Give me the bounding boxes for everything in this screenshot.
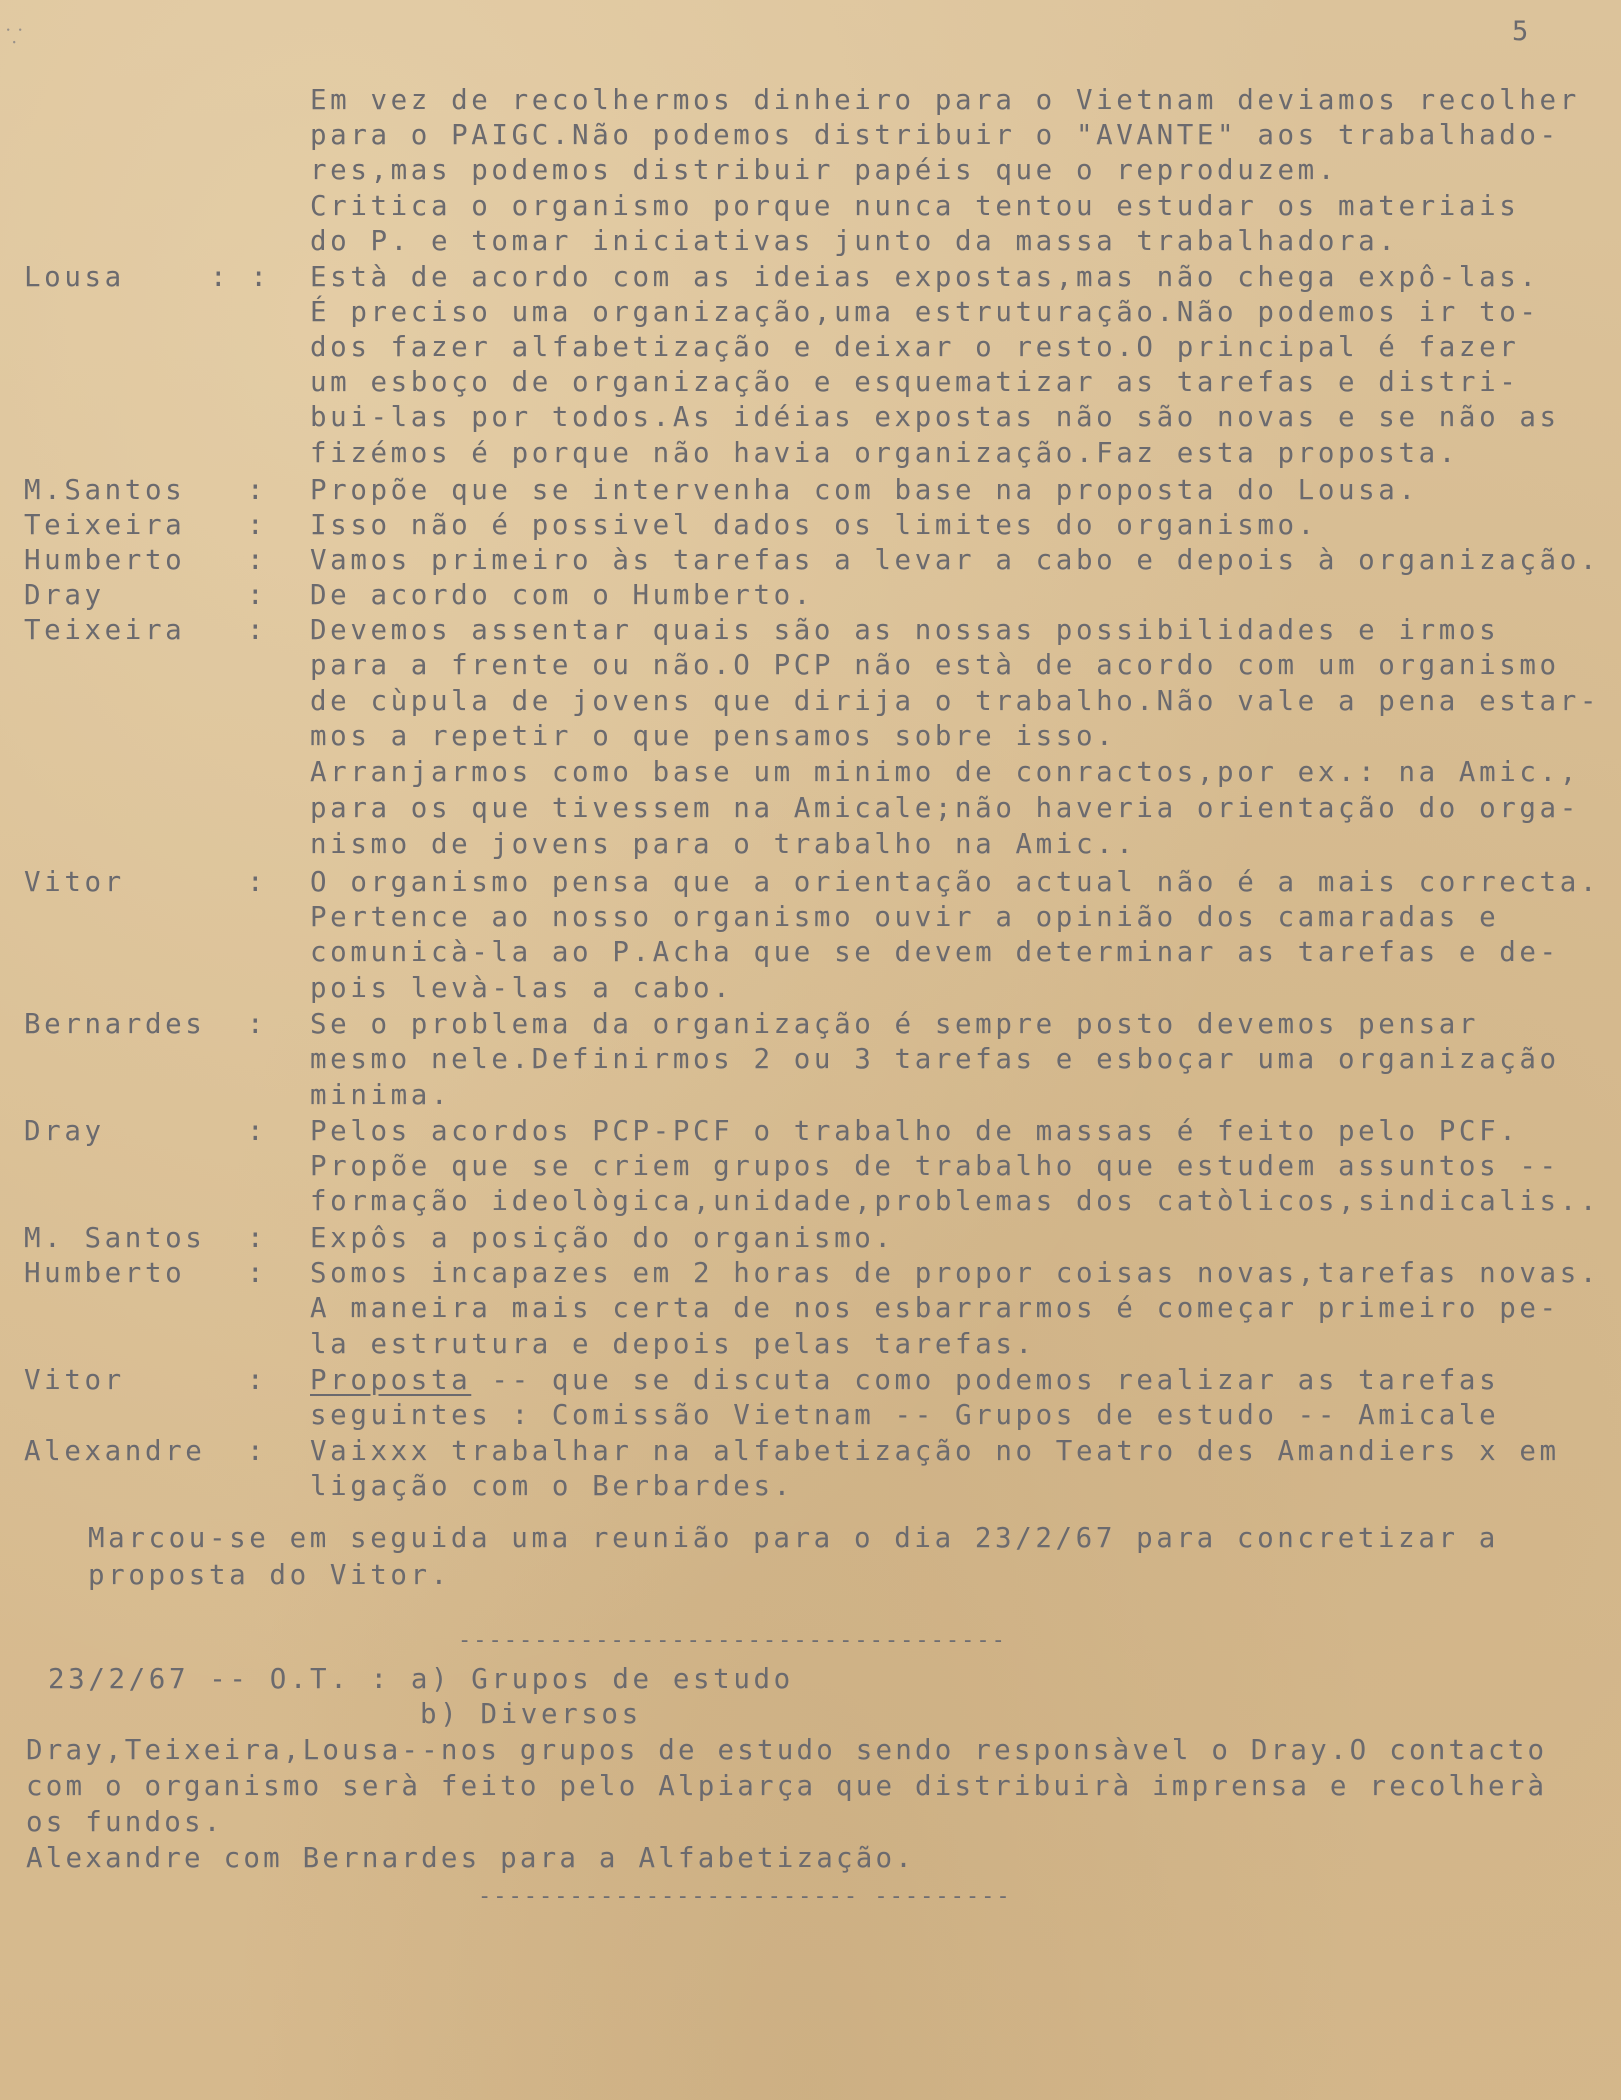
statement-line: Vaixxx trabalhar na alfabetização no Teatro des Amandiers x em bbox=[310, 1435, 1560, 1467]
ink-smudge: ⸪ bbox=[6, 24, 23, 48]
statement-line: Se o problema da organização é sempre posto devemos pensar bbox=[310, 1008, 1480, 1040]
intro-line: do P. e tomar iniciativas junto da massa trabalhadora. bbox=[310, 225, 1399, 257]
statement-line: pois levà-las a cabo. bbox=[310, 972, 734, 1004]
speaker-name: Alexandre bbox=[24, 1435, 206, 1467]
statement-line: De acordo com o Humberto. bbox=[310, 579, 814, 611]
speaker-name: Vitor bbox=[24, 1364, 125, 1396]
speaker-colon: : bbox=[247, 544, 268, 576]
speaker-name: Vitor bbox=[24, 866, 125, 898]
statement-line: ligação com o Berbardes. bbox=[310, 1470, 794, 1502]
closing-line: proposta do Vitor. bbox=[88, 1559, 451, 1591]
final-line: Alexandre com Bernardes para a Alfabetização. bbox=[26, 1842, 916, 1874]
proposal-rest-text: -- que se discuta como podemos realizar as tarefas bbox=[471, 1364, 1500, 1396]
statement-line: seguintes : Comissão Vietnam -- Grupos de estudo -- Amicale bbox=[310, 1399, 1500, 1431]
final-line: com o organismo serà feito pelo Alpiarça que distribuirà imprensa e recolherà bbox=[26, 1770, 1548, 1802]
speaker-colon: : bbox=[247, 1115, 268, 1147]
statement-line: Arranjarmos como base um minimo de conractos,por ex.: na Amic., bbox=[310, 756, 1580, 788]
statement-line: fizémos é porque não havia organização.Faz esta proposta. bbox=[310, 437, 1459, 469]
statement-line: A maneira mais certa de nos esbarrarmos é começar primeiro pe- bbox=[310, 1292, 1560, 1324]
speaker-name: Dray bbox=[24, 579, 105, 611]
speaker-name: Humberto bbox=[24, 1257, 186, 1289]
speaker-colon: : bbox=[247, 1257, 268, 1289]
speaker-colon: : bbox=[247, 1222, 268, 1254]
intro-line: Critica o organismo porque nunca tentou estudar os materiais bbox=[310, 190, 1520, 222]
statement-line: um esboço de organização e esquematizar as tarefas e distri- bbox=[310, 366, 1520, 398]
intro-line: res,mas podemos distribuir papéis que o reproduzem. bbox=[310, 154, 1338, 186]
intro-line: para o PAIGC.Não podemos distribuir o "AVANTE" aos trabalhado- bbox=[310, 119, 1560, 151]
statement-line: de cùpula de jovens que dirija o trabalho.Não vale a pena estar- bbox=[310, 685, 1601, 717]
statement-line: É preciso uma organização,uma estruturação.Não podemos ir to- bbox=[310, 296, 1540, 328]
speaker-colon: : bbox=[247, 474, 268, 506]
speaker-name: M.Santos bbox=[24, 474, 186, 506]
statement-line: Pertence ao nosso organismo ouvir a opinião dos camaradas e bbox=[310, 901, 1500, 933]
statement-line: Propõe que se intervenha com base na proposta do Lousa. bbox=[310, 474, 1419, 506]
statement-line: mos a repetir o que pensamos sobre isso. bbox=[310, 720, 1117, 752]
statement-line: minima. bbox=[310, 1079, 452, 1111]
speaker-colon: : bbox=[247, 1435, 268, 1467]
speaker-name: Humberto bbox=[24, 544, 186, 576]
speaker-name: Bernardes bbox=[24, 1008, 206, 1040]
speaker-colon: : bbox=[247, 614, 268, 646]
statement-line: bui-las por todos.As idéias expostas não são novas e se não as bbox=[310, 401, 1560, 433]
statement-line: Isso não é possivel dados os limites do organismo. bbox=[310, 509, 1318, 541]
speaker-colon: : bbox=[247, 579, 268, 611]
statement-line: para os que tivessem na Amicale;não haveria orientação do orga- bbox=[310, 792, 1580, 824]
statement-line: Expôs a posição do organismo. bbox=[310, 1222, 895, 1254]
statement-line: Propõe que se criem grupos de trabalho que estudem assuntos -- bbox=[310, 1150, 1560, 1182]
statement-line: Vamos primeiro às tarefas a levar a cabo e depois à organização. bbox=[310, 544, 1601, 576]
statement-line: Somos incapazes em 2 horas de propor coisas novas,tarefas novas. bbox=[310, 1257, 1601, 1289]
final-line: os fundos. bbox=[26, 1806, 224, 1838]
statement-line: dos fazer alfabetização e deixar o resto.O principal é fazer bbox=[310, 331, 1520, 363]
statement-line: la estrutura e depois pelas tarefas. bbox=[310, 1328, 1036, 1360]
statement-line: mesmo nele.Definirmos 2 ou 3 tarefas e esboçar uma organização bbox=[310, 1043, 1560, 1075]
separator-line: ------------------------------------ bbox=[458, 1628, 1007, 1653]
statement-line: O organismo pensa que a orientação actual não é a mais correcta. bbox=[310, 866, 1601, 898]
speaker-colon: : bbox=[247, 1364, 268, 1396]
speaker-name: Lousa bbox=[24, 261, 125, 293]
closing-line: Marcou-se em seguida uma reunião para o dia 23/2/67 para concretizar a bbox=[88, 1522, 1499, 1554]
intro-line: Em vez de recolhermos dinheiro para o Vietnam deviamos recolher bbox=[310, 84, 1580, 116]
speaker-colon: : bbox=[247, 866, 268, 898]
statement-line: para a frente ou não.O PCP não està de acordo com um organismo bbox=[310, 649, 1560, 681]
statement-line: Pelos acordos PCP-PCF o trabalho de massas é feito pelo PCF. bbox=[310, 1115, 1520, 1147]
agenda-item: b) Diversos bbox=[420, 1698, 642, 1730]
statement-line: Devemos assentar quais são as nossas possibilidades e irmos bbox=[310, 614, 1500, 646]
statement-line: Està de acordo com as ideias expostas,mas não chega expô-las. bbox=[310, 261, 1540, 293]
speaker-colon: : bbox=[247, 1008, 268, 1040]
agenda-date-line: 23/2/67 -- O.T. : a) Grupos de estudo bbox=[48, 1663, 794, 1695]
statement-line: nismo de jovens para o trabalho na Amic.. bbox=[310, 828, 1137, 860]
speaker-colon: : : bbox=[210, 261, 271, 293]
speaker-colon: : bbox=[247, 509, 268, 541]
speaker-name: Dray bbox=[24, 1115, 105, 1147]
separator-line: ------------------------- --------- bbox=[478, 1884, 1012, 1909]
speaker-name: M. Santos bbox=[24, 1222, 206, 1254]
page-number: 5 bbox=[1512, 16, 1531, 47]
statement-line: formação ideològica,unidade,problemas dos catòlicos,sindicalis.. bbox=[310, 1185, 1601, 1217]
proposal-underlined-word: Proposta bbox=[310, 1364, 472, 1396]
final-line: Dray,Teixeira,Lousa--nos grupos de estudo sendo responsàvel o Dray.O contacto bbox=[26, 1734, 1548, 1766]
speaker-name: Teixeira bbox=[24, 509, 186, 541]
statement-line: comunicà-la ao P.Acha que se devem determinar as tarefas e de- bbox=[310, 936, 1560, 968]
speaker-name: Teixeira bbox=[24, 614, 186, 646]
statement-line-proposal bbox=[310, 1364, 1500, 1396]
